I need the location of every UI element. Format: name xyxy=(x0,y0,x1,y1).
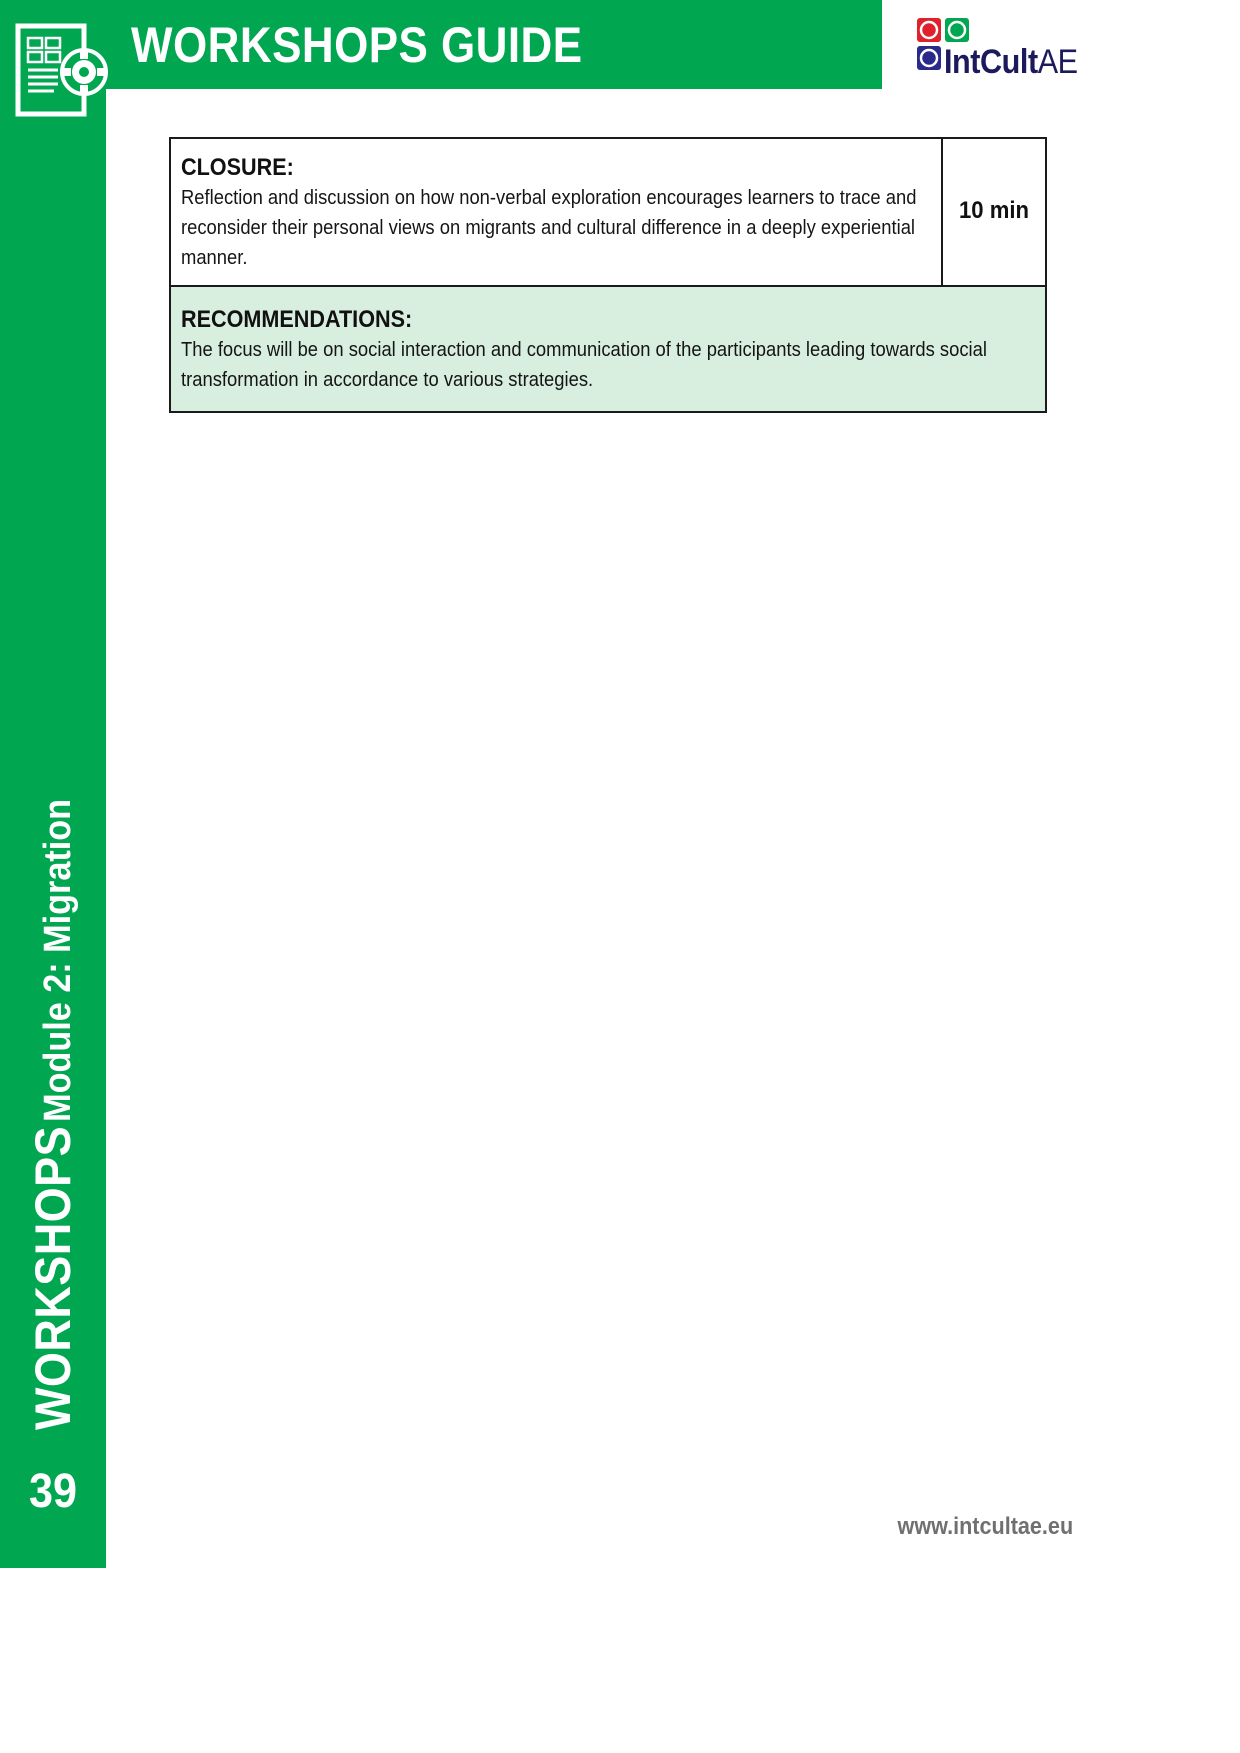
page-title: WORKSHOPS GUIDE xyxy=(131,17,583,73)
logo-text-light: AE xyxy=(1037,43,1078,81)
sidebar-section-title xyxy=(24,729,82,1430)
closure-duration: 10 min xyxy=(959,197,1029,224)
page-number: 39 xyxy=(28,1465,78,1518)
logo-text-bold: IntCult xyxy=(944,43,1038,81)
footer-url[interactable]: www.intcultae.eu xyxy=(897,1513,1073,1540)
closure-heading: CLOSURE: xyxy=(181,154,294,181)
activity-table xyxy=(169,137,1047,413)
closure-cell xyxy=(171,139,943,285)
closure-row xyxy=(171,139,1045,287)
workshop-guide-icon xyxy=(14,22,110,118)
intcultae-logo xyxy=(914,16,1084,80)
recommendations-heading: RECOMMENDATIONS: xyxy=(181,306,413,333)
sidebar-section-bold: WORKSHOPS xyxy=(25,1125,81,1430)
recommendations-text: The focus will be on social interaction and communication of the participants leading towards social transformation in accordance to various strategies. xyxy=(181,339,987,391)
closure-text: Reflection and discussion on how non-verbal exploration encourages learners to trace and reconsider their personal views on migrants and cultural difference in a deeply experiential manner. xyxy=(181,187,917,269)
sidebar-section-rest: Module 2: Migration xyxy=(37,798,79,1122)
recommendations-row xyxy=(171,287,1045,411)
